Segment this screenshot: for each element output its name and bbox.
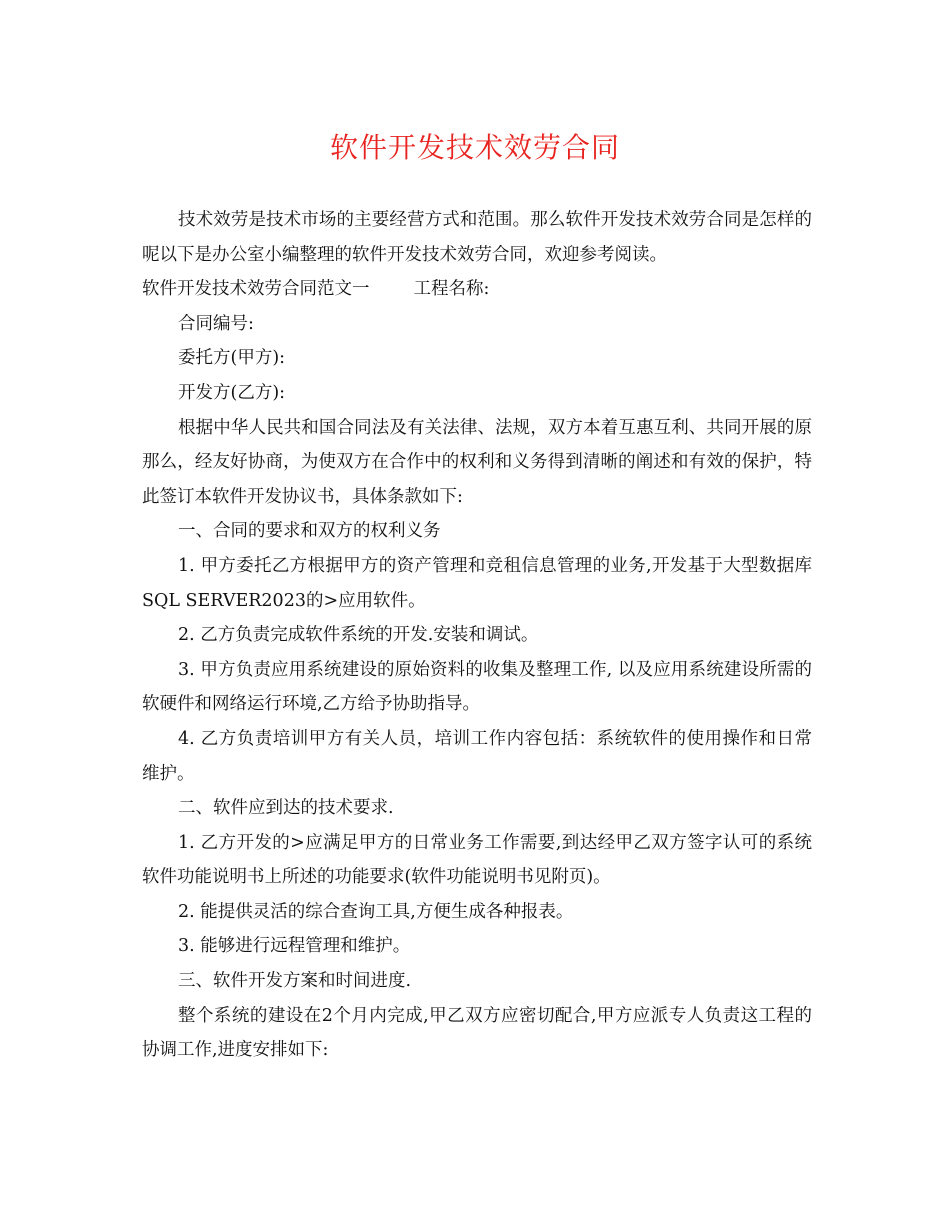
section-heading: 三、软件开发方案和时间进度. [178, 971, 412, 992]
document-body [142, 203, 812, 1068]
clause-paragraph: 1. 甲方委托乙方根据甲方的资产管理和竞租信息管理的业务,开发基于大型数据库SQL SERVER2023的>应用软件。 [142, 555, 812, 611]
clause-paragraph: 整个系统的建设在2个月内完成,甲乙双方应密切配合,甲方应派专人负责这工程的协调工作,进度安排如下: [142, 1005, 812, 1061]
sample-label: 软件开发技术效劳合同范文一 [142, 279, 370, 300]
client-party-label: 委托方(甲方): [178, 348, 286, 369]
clause-paragraph: 2. 能提供灵活的综合查询工具,方便生成各种报表。 [178, 901, 574, 922]
clause-paragraph: 2. 乙方负责完成软件系统的开发.安装和调试。 [178, 625, 539, 646]
project-name-label: 工程名称: [413, 279, 490, 300]
contract-number-label: 合同编号: [178, 313, 254, 334]
clause-paragraph: 4. 乙方负责培训甲方有关人员，培训工作内容包括：系统软件的使用操作和日常维护。 [142, 728, 812, 784]
sample-heading-line [142, 272, 812, 307]
intro-paragraph: 技术效劳是技术市场的主要经营方式和范围。那么软件开发技术效劳合同是怎样的呢以下是办公室小编整理的软件开发技术效劳合同，欢迎参考阅读。 [142, 210, 812, 265]
section-heading: 一、合同的要求和双方的权利义务 [178, 521, 441, 542]
clause-paragraph: 1. 乙方开发的>应满足甲方的日常业务工作需要,到达经甲乙双方签字认可的系统软件功能说明书上所述的功能要求(软件功能说明书见附页)。 [142, 832, 812, 888]
document-title: 软件开发技术效劳合同 [329, 131, 620, 164]
developer-party-label: 开发方(乙方): [178, 382, 286, 403]
clause-paragraph: 3. 甲方负责应用系统建设的原始资料的收集及整理工作, 以及应用系统建设所需的软硬件和网络运行环境,乙方给予协助指导。 [142, 659, 812, 715]
clause-paragraph: 3. 能够进行远程管理和维护。 [178, 936, 411, 957]
section-heading: 二、软件应到达的技术要求. [178, 798, 394, 819]
preamble-paragraph: 根据中华人民共和国合同法及有关法律、法规，双方本着互惠互利、共同开展的原那么，经友好协商，为使双方在合作中的权利和义务得到清晰的阐述和有效的保护，特此签订本软件开发协议书，具体条款如下: [142, 417, 812, 507]
